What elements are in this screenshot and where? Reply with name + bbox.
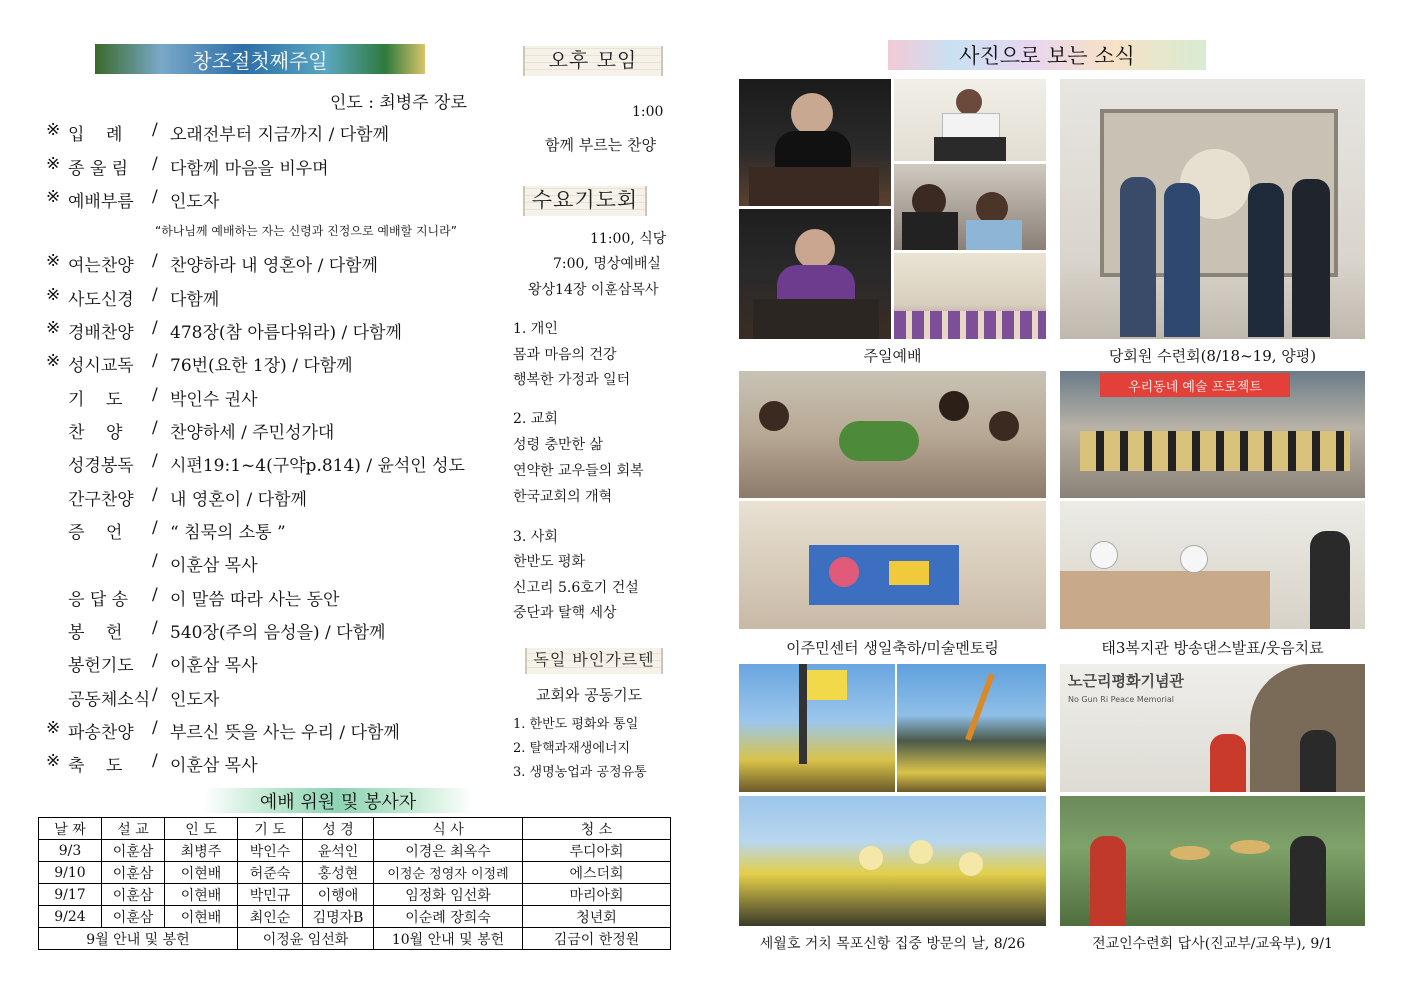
order-mark: ※: [46, 251, 61, 271]
right-title: 사진으로 보는 소식: [959, 44, 1135, 68]
duty-cell: 김명자B: [303, 906, 374, 928]
duty-cell: 이훈삼: [102, 840, 165, 862]
duty-cell: 이경은 최옥수: [374, 840, 523, 862]
duty-cell: 9/17: [39, 884, 102, 906]
order-mark: ※: [46, 285, 61, 305]
order-value: 이훈삼 목사: [170, 756, 258, 776]
order-separator: /: [152, 187, 158, 207]
order-label: 봉 헌: [68, 623, 123, 643]
leader-line: 인도 : 최병주 장로: [330, 93, 467, 113]
order-separator: /: [152, 318, 158, 338]
duty-cell: 이현배: [165, 906, 238, 928]
duty-header-cell: 기 도: [238, 818, 303, 840]
order-separator: /: [152, 518, 158, 538]
order-value: 478장(참 아름다워라) / 다함께: [170, 323, 402, 343]
order-label: 기 도: [68, 390, 123, 410]
table-row: [39, 840, 671, 862]
duty-footer-cell: 9월 안내 및 봉헌: [39, 928, 238, 950]
order-mark: ※: [46, 120, 61, 140]
duty-cell: 루디아회: [523, 840, 671, 862]
order-separator: /: [152, 451, 158, 471]
photo-sunday-congregation: [894, 253, 1046, 339]
duty-cell: 홍성현: [303, 862, 374, 884]
photo-migrant-birthday: [739, 371, 1046, 498]
prayer-head: 2. 교회: [513, 411, 558, 427]
german-item: 2. 탈핵과재생에너지: [513, 741, 630, 756]
caption-migrant-center: 이주민센터 생일축하/미술멘토링: [786, 639, 999, 657]
caption-sewol-visit: 세월호 거치 목포신항 집중 방문의 날, 8/26: [759, 936, 1026, 952]
photo-retreat-scouting: [1060, 796, 1365, 926]
order-separator: /: [152, 718, 158, 738]
wed-line1: 11:00, 식당: [590, 231, 667, 247]
duty-cell: 에스더회: [523, 862, 671, 884]
sign-banner: [1100, 373, 1290, 397]
caption-sunday-worship: 주일예배: [863, 347, 922, 365]
prayer-item: 몸과 마음의 건강: [513, 347, 617, 363]
photo-migrant-art: [739, 501, 1046, 629]
german-item: 1. 한반도 평화와 통일: [513, 717, 639, 732]
duty-header-cell: 식 사: [374, 818, 523, 840]
prayer-item: 행복한 가정과 일터: [513, 372, 631, 388]
german-title: 독일 바인가르텐: [533, 650, 655, 669]
wed-line3: 왕상14장 이훈삼목사: [528, 282, 659, 298]
duty-cell: 최병주: [165, 840, 238, 862]
wed-title-box: [523, 186, 647, 216]
order-separator: /: [152, 685, 158, 705]
photo-sewol-ship: [897, 664, 1046, 792]
duty-footer-cell: 이정윤 임선화: [238, 928, 374, 950]
order-value: 부르신 뜻을 사는 우리 / 다함께: [170, 723, 400, 743]
duty-header-cell: 청 소: [523, 818, 671, 840]
photo-sunday-leader: [739, 209, 891, 339]
order-value: 시편19:1~4(구약p.814) / 윤석인 성도: [170, 456, 465, 476]
table-row: [39, 884, 671, 906]
afternoon-time: 1:00: [632, 104, 664, 120]
order-separator: /: [152, 285, 158, 305]
duty-cell: 이현배: [165, 884, 238, 906]
order-label: 경배찬양: [68, 323, 134, 343]
order-mark: ※: [46, 318, 61, 338]
wed-line2: 7:00, 명상예배실: [553, 256, 661, 272]
duty-footer-row: [39, 928, 671, 950]
order-separator: /: [152, 120, 158, 140]
order-mark: ※: [46, 351, 61, 371]
order-separator: /: [152, 651, 158, 671]
photo-welfare-dance: [1060, 371, 1365, 498]
order-separator: /: [152, 585, 158, 605]
duty-cell: 이행애: [303, 884, 374, 906]
caption-elders-retreat: 당회원 수련회(8/18~19, 양평): [1108, 347, 1317, 365]
order-label: 예배부름: [68, 192, 134, 212]
order-separator: /: [152, 251, 158, 271]
prayer-item: 성령 충만한 삶: [513, 437, 604, 453]
afternoon-title-box: [523, 46, 663, 76]
memorial-sign: [1068, 670, 1218, 714]
order-separator: /: [152, 154, 158, 174]
order-mark: ※: [46, 751, 61, 771]
order-value: 찬양하세 / 주민성가대: [170, 423, 335, 443]
order-value: 내 영혼이 / 다함께: [170, 490, 307, 510]
order-label: 공동체소식: [68, 690, 151, 710]
duty-header-cell: 설 교: [102, 818, 165, 840]
duty-cell: 이훈삼: [102, 884, 165, 906]
order-label: 여는찬양: [68, 256, 134, 276]
quote-text: “하나님께 예배하는 자는 신령과 진정으로 예배할 지니라”: [155, 224, 457, 238]
order-label: 간구찬양: [68, 490, 134, 510]
duty-cell: 9/3: [39, 840, 102, 862]
page-title: 창조절첫째주일: [192, 48, 328, 73]
prayer-head: 1. 개인: [513, 321, 558, 337]
duty-cell: 9/10: [39, 862, 102, 884]
order-value: 오래전부터 지금까지 / 다함께: [170, 125, 390, 145]
photo-sunday-pastor: [739, 79, 891, 206]
order-label: 사도신경: [68, 290, 134, 310]
afternoon-title: 오후 모임: [548, 48, 638, 72]
duty-cell: 이정순 정영자 이정례: [374, 862, 523, 884]
duty-title: 예배 위원 및 봉사자: [259, 791, 417, 813]
order-value: 인도자: [170, 690, 220, 710]
prayer-item: 연약한 교우들의 회복: [513, 463, 644, 479]
order-separator: /: [152, 385, 158, 405]
order-label: 입 례: [68, 125, 123, 145]
order-mark: ※: [46, 187, 61, 207]
left-title-banner: [95, 44, 425, 74]
duty-footer-cell: 김금이 한정원: [523, 928, 671, 950]
prayer-item: 한국교회의 개혁: [513, 489, 613, 505]
order-mark: ※: [46, 718, 61, 738]
order-separator: /: [152, 618, 158, 638]
caption-retreat-scouting: 전교인수련회 답사(진교부/교육부), 9/1: [1092, 936, 1333, 952]
duty-cell: 이현배: [165, 862, 238, 884]
duty-cell: 9/24: [39, 906, 102, 928]
sign-text: 우리동네 예술 프로젝트: [1128, 379, 1262, 395]
order-separator: /: [152, 418, 158, 438]
order-value: 박인수 권사: [170, 390, 258, 410]
duty-cell: 윤석인: [303, 840, 374, 862]
afternoon-desc: 함께 부르는 찬양: [545, 136, 656, 154]
photo-welfare-laughter: [1060, 501, 1365, 629]
order-separator: /: [152, 751, 158, 771]
table-row: [39, 862, 671, 884]
order-value: 이 말씀 따라 사는 동안: [170, 590, 340, 610]
order-value: 76번(요한 1장) / 다함께: [170, 356, 353, 376]
duty-cell: 이훈삼: [102, 906, 165, 928]
order-value: “ 침묵의 소통 ”: [170, 523, 286, 543]
photo-sewol-crowd: [739, 664, 895, 792]
duty-header-row: [39, 818, 671, 840]
wed-title: 수요기도회: [531, 188, 639, 212]
photo-nogunri: [1060, 664, 1365, 792]
german-sub: 교회와 공동기도: [536, 686, 643, 704]
order-label: 봉헌기도: [68, 656, 134, 676]
duty-cell: 박인수: [238, 840, 303, 862]
duty-cell: 허준숙: [238, 862, 303, 884]
duty-cell: 청년회: [523, 906, 671, 928]
german-item: 3. 생명농업과 공정유통: [513, 765, 647, 780]
order-value: 이훈삼 목사: [170, 556, 258, 576]
prayer-head: 3. 사회: [513, 529, 558, 545]
german-title-box: [525, 648, 663, 674]
prayer-item: 중단과 탈핵 세상: [513, 605, 617, 621]
memorial-sign-en: No Gun Ri Peace Memorial: [1068, 695, 1175, 704]
memorial-sign-ko: 노근리평화기념관: [1068, 672, 1184, 690]
order-value: 이훈삼 목사: [170, 656, 258, 676]
duty-cell: 이순례 장희숙: [374, 906, 523, 928]
duty-cell: 마리아회: [523, 884, 671, 906]
table-row: [39, 906, 671, 928]
right-title-banner: [888, 40, 1206, 70]
order-label: 성시교독: [68, 356, 134, 376]
photo-mokpo-rally: [739, 796, 1046, 926]
order-separator: /: [152, 485, 158, 505]
photo-elders-retreat: [1060, 79, 1365, 339]
duty-cell: 임정화 임선화: [374, 884, 523, 906]
order-separator: /: [152, 551, 158, 571]
order-value: 찬양하라 내 영혼아 / 다함께: [170, 256, 378, 276]
duty-header-cell: 날 짜: [39, 818, 102, 840]
order-label: 파송찬양: [68, 723, 134, 743]
order-label: 증 언: [68, 523, 123, 543]
order-value: 다함께: [170, 290, 220, 310]
order-separator: /: [152, 351, 158, 371]
duty-title-banner: [203, 788, 473, 813]
order-value: 540장(주의 음성을) / 다함께: [170, 623, 386, 643]
duty-header-cell: 성 경: [303, 818, 374, 840]
duty-footer-cell: 10월 안내 및 봉헌: [374, 928, 523, 950]
photo-sunday-reader: [894, 79, 1046, 161]
order-label: 축 도: [68, 756, 123, 776]
duty-cell: 최인순: [238, 906, 303, 928]
order-label: 찬 양: [68, 423, 123, 443]
prayer-item: 신고리 5.6호기 건설: [513, 580, 639, 596]
duty-cell: 박민규: [238, 884, 303, 906]
order-value: 인도자: [170, 192, 220, 212]
duty-table: [38, 817, 671, 950]
duty-header-cell: 인 도: [165, 818, 238, 840]
prayer-item: 한반도 평화: [513, 554, 586, 570]
order-label: 성경봉독: [68, 456, 134, 476]
order-value: 다함께 마음을 비우며: [170, 159, 329, 179]
order-label: 응 답 송: [68, 590, 129, 610]
order-label: 종 울 림: [68, 159, 129, 179]
caption-welfare-center: 태3복지관 방송댄스발표/웃음치료: [1101, 639, 1324, 657]
duty-cell: 이훈삼: [102, 862, 165, 884]
order-mark: ※: [46, 154, 61, 174]
photo-sunday-choir: [894, 164, 1046, 250]
